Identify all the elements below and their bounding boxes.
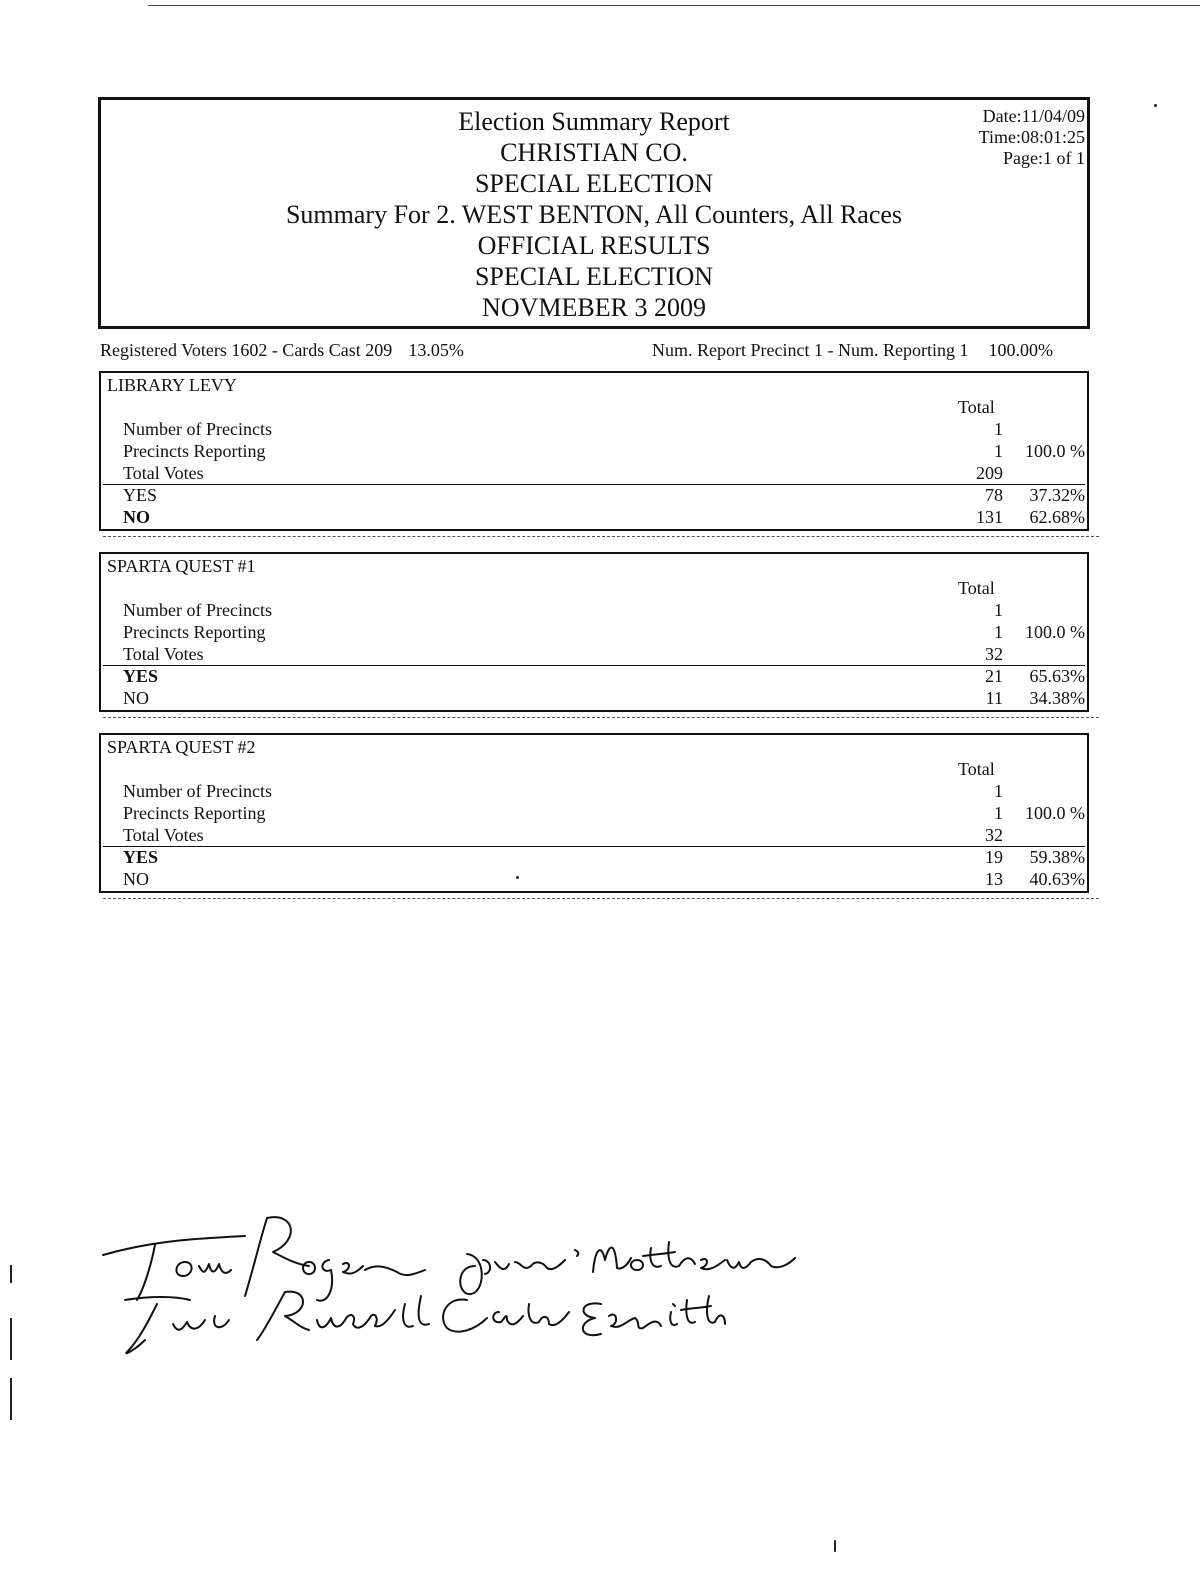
row-label: Number of Precincts — [123, 781, 272, 801]
row-value: 209 — [976, 463, 1003, 483]
row-number-of-precincts — [101, 781, 1087, 803]
row-value: 1 — [994, 441, 1003, 461]
report-title: Election Summary Report — [458, 107, 730, 136]
scan-edge-line — [148, 5, 1200, 6]
row-label: Number of Precincts — [123, 419, 272, 439]
row-total-votes — [101, 825, 1087, 847]
row-value: 11 — [985, 688, 1003, 708]
row-label: NO — [123, 688, 149, 708]
election-type: SPECIAL ELECTION — [474, 169, 714, 198]
row-percent: 100.0 % — [1025, 622, 1085, 642]
row-value: 1 — [994, 781, 1003, 801]
row-value: 32 — [985, 644, 1003, 664]
row-precincts-reporting — [101, 441, 1087, 463]
row-total-votes — [101, 644, 1087, 666]
row-total-votes — [101, 463, 1087, 485]
row-label: Number of Precincts — [123, 600, 272, 620]
row-value: 1 — [994, 622, 1003, 642]
row-yes — [101, 485, 1087, 507]
row-number-of-precincts — [101, 600, 1087, 622]
scan-margin-mark — [10, 1265, 12, 1283]
row-number-of-precincts — [101, 419, 1087, 441]
report-time: Time:08:01:25 — [978, 127, 1085, 147]
row-percent: 37.32% — [1029, 485, 1085, 505]
stray-dot — [1154, 104, 1157, 107]
row-percent: 62.68% — [1029, 507, 1085, 527]
race-sparta-quest-1 — [99, 552, 1089, 712]
handwritten-signatures — [95, 1200, 855, 1380]
registered-cards: Registered Voters 1602 - Cards Cast 209 — [100, 340, 393, 360]
report-date: Date:11/04/09 — [982, 106, 1085, 126]
reporting-summary — [652, 340, 1053, 361]
row-value: 21 — [985, 666, 1003, 686]
race-title: SPARTA QUEST #2 — [107, 737, 256, 757]
reporting-percent: 100.00% — [988, 340, 1053, 360]
reporting-count: Num. Report Precinct 1 - Num. Reporting 1 — [652, 340, 969, 360]
report-title-block — [101, 106, 1087, 323]
total-column-header: Total — [958, 397, 995, 417]
row-percent: 34.38% — [1029, 688, 1085, 708]
row-no — [101, 869, 1087, 891]
race-title: LIBRARY LEVY — [107, 375, 237, 395]
row-label: YES — [123, 847, 159, 867]
stray-dot — [516, 876, 519, 879]
row-precincts-reporting — [101, 622, 1087, 644]
row-value: 1 — [994, 419, 1003, 439]
row-precincts-reporting — [101, 803, 1087, 825]
scan-margin-mark — [10, 1318, 12, 1360]
row-value: 1 — [994, 600, 1003, 620]
scan-margin-mark — [10, 1378, 12, 1420]
row-percent: 59.38% — [1029, 847, 1085, 867]
row-value: 78 — [985, 485, 1003, 505]
row-label: Precincts Reporting — [123, 803, 266, 823]
results-status: OFFICIAL RESULTS — [477, 231, 711, 260]
row-no — [101, 507, 1087, 529]
report-page: Page:1 of 1 — [1003, 148, 1085, 168]
row-label: YES — [123, 485, 158, 505]
race-sparta-quest-2 — [99, 733, 1089, 893]
election-type-repeat: SPECIAL ELECTION — [474, 262, 714, 291]
stray-dot — [834, 1540, 836, 1552]
row-label: Total Votes — [123, 644, 204, 664]
race-library-levy — [99, 371, 1089, 531]
row-value: 1 — [994, 803, 1003, 823]
row-yes — [101, 666, 1087, 688]
row-percent: 40.63% — [1029, 869, 1085, 889]
row-no — [101, 688, 1087, 710]
row-label: Precincts Reporting — [123, 441, 266, 461]
row-yes — [101, 847, 1087, 869]
total-column-header: Total — [958, 578, 995, 598]
row-label: Total Votes — [123, 463, 204, 483]
row-percent: 100.0 % — [1025, 803, 1085, 823]
row-value: 131 — [976, 507, 1003, 527]
county-name: CHRISTIAN CO. — [500, 138, 688, 167]
report-header — [98, 97, 1090, 329]
report-meta — [979, 106, 1085, 169]
race-title: SPARTA QUEST #1 — [107, 556, 256, 576]
row-value: 13 — [985, 869, 1003, 889]
turnout-summary — [100, 340, 464, 361]
total-column-header: Total — [958, 759, 995, 779]
row-label: NO — [123, 869, 149, 889]
row-percent: 100.0 % — [1025, 441, 1085, 461]
election-date: NOVMEBER 3 2009 — [482, 293, 706, 322]
turnout-percent: 13.05% — [408, 340, 464, 360]
row-label: Total Votes — [123, 825, 204, 845]
row-label: YES — [123, 666, 159, 686]
row-label: NO — [123, 507, 150, 527]
summary-scope: Summary For 2. WEST BENTON, All Counters, All Races — [285, 200, 903, 229]
row-label: Precincts Reporting — [123, 622, 266, 642]
row-value: 32 — [985, 825, 1003, 845]
row-percent: 65.63% — [1029, 666, 1085, 686]
row-value: 19 — [985, 847, 1003, 867]
